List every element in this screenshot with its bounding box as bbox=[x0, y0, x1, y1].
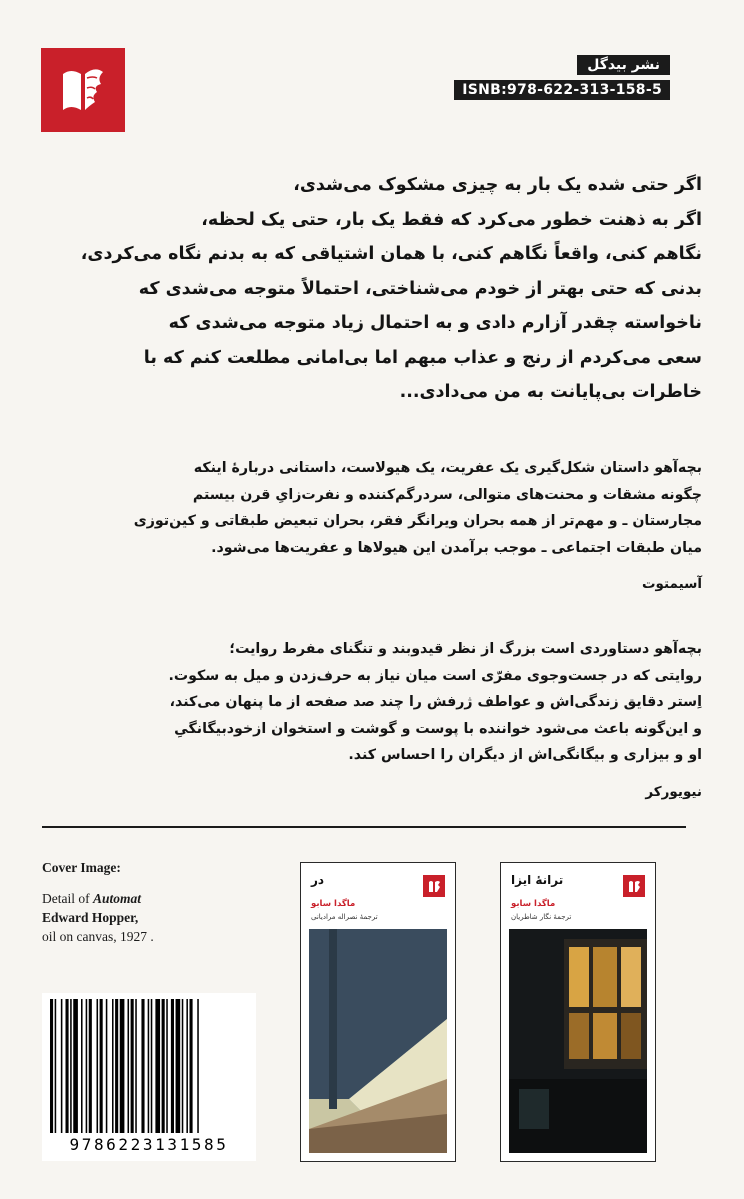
credit-label: Cover Image: bbox=[42, 860, 121, 875]
barcode-bar bbox=[106, 999, 108, 1133]
barcode-bar bbox=[100, 999, 103, 1133]
review-line: میان طبقات اجتماعی ـ موجب برآمدن این هیولاها و عفریت‌ها می‌شود. bbox=[211, 539, 702, 556]
barcode-bar bbox=[70, 999, 72, 1133]
barcode-bar bbox=[55, 999, 57, 1133]
review-asymptote bbox=[42, 455, 702, 598]
review-line: اِستر دقایق زندگی‌اش و عواطف ژرفش را چند صد صفحه از ما پنهان می‌کند، bbox=[169, 694, 702, 710]
poem-line: بدنی که حتی بهتر از خودم می‌شناختی، احتمالاً متوجه می‌شدی که bbox=[138, 278, 702, 299]
book-cover-door bbox=[300, 862, 456, 1162]
credit-prefix: Detail of bbox=[42, 891, 93, 906]
barcode bbox=[42, 993, 256, 1161]
barcode-bar bbox=[131, 999, 134, 1133]
barcode-bar bbox=[73, 999, 78, 1133]
book-author: ماگدا سابو bbox=[511, 899, 556, 909]
barcode-bars bbox=[42, 993, 256, 1135]
review-line: چگونه مشقات و محنت‌های متوالی، سردرگم‌کننده و نفرت‌زایِ قرن بیستم bbox=[192, 486, 702, 503]
excerpt-poem bbox=[80, 168, 702, 410]
cover-credit bbox=[42, 858, 242, 946]
credit-artwork-title: Automat bbox=[92, 891, 141, 906]
barcode-bar bbox=[86, 999, 88, 1133]
book-title: در bbox=[311, 873, 325, 887]
book-translator: ترجمهٔ نصراله مرادیانی bbox=[311, 913, 378, 921]
publisher-name: نشر بیدگل bbox=[577, 55, 670, 75]
publisher-logo bbox=[41, 48, 125, 132]
book-translator: ترجمهٔ نگار شاطریان bbox=[511, 913, 572, 921]
barcode-bar bbox=[120, 999, 125, 1133]
barcode-bar bbox=[182, 999, 184, 1133]
review-source: آسیمتوت bbox=[641, 576, 702, 592]
book-author: ماگدا سابو bbox=[311, 899, 356, 909]
book-publisher-logo-icon bbox=[623, 875, 645, 897]
poem-line: سعی می‌کردم از رنج و عذاب مبهم اما بی‌امانی مطلعت کنم که با bbox=[143, 347, 702, 368]
book-cover-izas-ballad bbox=[500, 862, 656, 1162]
barcode-bar bbox=[135, 999, 137, 1133]
barcode-bar bbox=[166, 999, 168, 1133]
barcode-bar bbox=[97, 999, 99, 1133]
review-source: نیویورکر bbox=[645, 783, 702, 800]
barcode-bar bbox=[66, 999, 69, 1133]
barcode-bar bbox=[50, 999, 53, 1133]
barcode-bar bbox=[186, 999, 188, 1133]
review-line: و این‌گونه باعث می‌شود خواننده با پوست و گوشت و استخوان ازخودبیگانگیِ bbox=[174, 720, 702, 737]
poem-line: اگر حتی شده یک بار به چیزی مشکوک می‌شدی، bbox=[293, 175, 702, 195]
barcode-bar bbox=[115, 999, 118, 1133]
barcode-bar bbox=[197, 999, 199, 1133]
book-publisher-logo-icon bbox=[423, 875, 445, 897]
barcode-bar bbox=[176, 999, 181, 1133]
poem-line: اگر به ذهنت خطور می‌کرد که فقط یک بار، حتی یک لحظه، bbox=[201, 209, 702, 230]
barcode-bar bbox=[148, 999, 150, 1133]
review-line: بچه‌آهو دستاوردی است بزرگ از نظر قیدوبند و تنگنای مفرط روایت؛ bbox=[229, 641, 702, 657]
review-new-yorker bbox=[42, 636, 702, 805]
review-line: مجارستان ـ و مهم‌تر از همه بحران ویرانگر فقر، بحران تبعیض طبقاتی و کین‌توزی bbox=[133, 513, 702, 529]
book-artwork bbox=[309, 929, 447, 1153]
review-line: بچه‌آهو داستان شکل‌گیری یک عفریت، یک هیولاست، داستانی دربارهٔ اینکه bbox=[193, 460, 702, 476]
publisher-info bbox=[454, 55, 670, 100]
barcode-digits: 9786223131585 bbox=[69, 1135, 229, 1154]
book-title: ترانهٔ ایزا bbox=[511, 873, 564, 887]
barcode-bar bbox=[141, 999, 144, 1133]
barcode-bar bbox=[171, 999, 174, 1133]
book-artwork bbox=[509, 929, 647, 1153]
barcode-bar bbox=[81, 999, 83, 1133]
poem-line: نگاهم کنی، واقعاً نگاهم کنی، با همان اشتیاقی که به بدنم نگاه می‌کردی، bbox=[80, 244, 702, 264]
poem-line: خاطرات بی‌پایانت به من می‌دادی... bbox=[399, 382, 702, 402]
review-line: روایتی که در جست‌وجوی مفرّی است میان نیاز به حرف‌زدن و میل به سکوت. bbox=[168, 667, 702, 684]
divider bbox=[42, 826, 686, 828]
poem-line: ناخواسته چقدر آزارم دادی و به احتمال زیاد متوجه می‌شدی که bbox=[168, 313, 702, 333]
barcode-bar bbox=[190, 999, 193, 1133]
barcode-bar bbox=[112, 999, 114, 1133]
credit-line1 bbox=[42, 889, 242, 908]
barcode-bar bbox=[155, 999, 160, 1133]
bidgol-logo-icon bbox=[41, 48, 125, 132]
review-line: او و بیزاری و بیگانگی‌اش از دیگران را احساس کند. bbox=[348, 747, 702, 763]
barcode-bar bbox=[89, 999, 92, 1133]
barcode-bar bbox=[162, 999, 165, 1133]
barcode-bar bbox=[61, 999, 63, 1133]
barcode-bar bbox=[151, 999, 153, 1133]
isbn: ISNB:978-622-313-158-5 bbox=[454, 80, 670, 100]
barcode-bar bbox=[128, 999, 130, 1133]
credit-medium: oil on canvas, 1927 . bbox=[42, 929, 154, 944]
credit-artist: Edward Hopper, bbox=[42, 910, 139, 925]
